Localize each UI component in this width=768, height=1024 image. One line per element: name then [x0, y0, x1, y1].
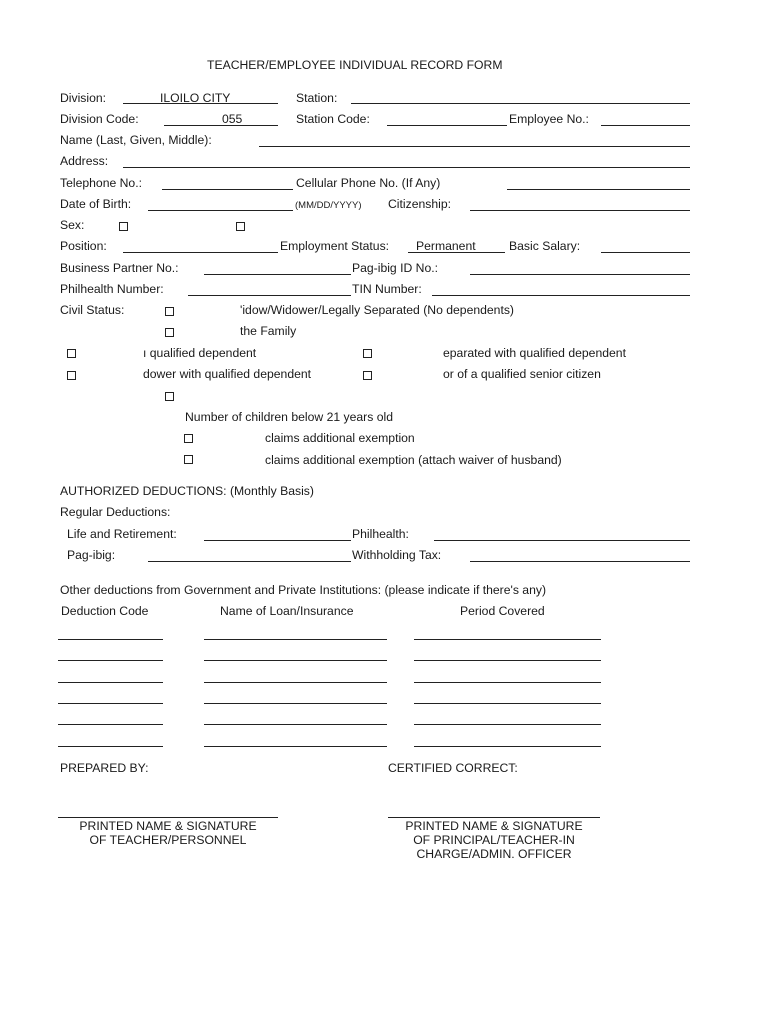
certified-correct-label: CERTIFIED CORRECT: [388, 761, 518, 775]
division-value: ILOILO CITY [160, 91, 231, 105]
principal-signature-line[interactable] [388, 817, 600, 818]
position-field[interactable] [123, 252, 278, 253]
citizenship-label: Citizenship: [388, 197, 451, 211]
telephone-label: Telephone No.: [60, 176, 142, 190]
deduction-code-field[interactable] [58, 682, 163, 683]
civil-status-checkbox-2[interactable] [165, 328, 174, 337]
name-field[interactable] [259, 146, 690, 147]
principal-signature-caption-1: PRINTED NAME & SIGNATURE [405, 819, 583, 833]
division-code-label: Division Code: [60, 112, 139, 126]
philhealth-deduction-label: Philhealth: [352, 527, 409, 541]
civil-status-option-1: 'idow/Widower/Legally Separated (No dependents) [240, 303, 514, 317]
basic-salary-field[interactable] [601, 252, 690, 253]
column-period-covered: Period Covered [460, 604, 545, 618]
civil-status-checkbox-7[interactable] [165, 392, 174, 401]
pagibig-id-field[interactable] [470, 274, 690, 275]
children-count-label: Number of children below 21 years old [185, 410, 393, 424]
pagibig-deduction-field[interactable] [148, 561, 351, 562]
prepared-by-label: PREPARED BY: [60, 761, 149, 775]
deduction-code-field[interactable] [58, 746, 163, 747]
teacher-signature-caption-1: PRINTED NAME & SIGNATURE [79, 819, 257, 833]
telephone-field[interactable] [162, 189, 293, 190]
civil-status-checkbox-6[interactable] [363, 371, 372, 380]
principal-signature-caption-2: OF PRINCIPAL/TEACHER-IN [413, 833, 575, 847]
employee-no-field[interactable] [601, 125, 690, 126]
civil-status-checkbox-1[interactable] [165, 307, 174, 316]
period-covered-field[interactable] [414, 660, 601, 661]
period-covered-field[interactable] [414, 639, 601, 640]
tin-label: TIN Number: [352, 282, 422, 296]
life-retirement-field[interactable] [204, 540, 351, 541]
teacher-signature-line[interactable] [58, 817, 278, 818]
sex-male-checkbox[interactable] [119, 222, 128, 231]
loan-name-field[interactable] [204, 682, 387, 683]
claim-exemption-checkbox-1[interactable] [184, 434, 193, 443]
station-field[interactable] [351, 103, 690, 104]
address-field[interactable] [123, 167, 690, 168]
civil-status-checkbox-4[interactable] [363, 349, 372, 358]
deduction-code-field[interactable] [58, 724, 163, 725]
life-retirement-label: Life and Retirement: [67, 527, 177, 541]
basic-salary-label: Basic Salary: [509, 239, 581, 253]
philhealth-deduction-field[interactable] [434, 540, 690, 541]
civil-status-option-6: or of a qualified senior citizen [443, 367, 601, 381]
address-label: Address: [60, 154, 109, 168]
dob-field[interactable] [148, 210, 293, 211]
form-title: TEACHER/EMPLOYEE INDIVIDUAL RECORD FORM [207, 58, 503, 72]
period-covered-field[interactable] [414, 703, 601, 704]
civil-status-checkbox-5[interactable] [67, 371, 76, 380]
deduction-code-field[interactable] [58, 703, 163, 704]
citizenship-field[interactable] [470, 210, 690, 211]
civil-status-option-3: ı qualified dependent [143, 346, 257, 360]
civil-status-option-5: dower with qualified dependent [143, 367, 312, 381]
civil-status-option-4: eparated with qualified dependent [443, 346, 626, 360]
sex-female-checkbox[interactable] [236, 222, 245, 231]
withholding-tax-label: Withholding Tax: [352, 548, 442, 562]
loan-name-field[interactable] [204, 660, 387, 661]
employment-status-label: Employment Status: [280, 239, 390, 253]
withholding-tax-field[interactable] [470, 561, 690, 562]
period-covered-field[interactable] [414, 746, 601, 747]
employment-status-value: Permanent [416, 239, 476, 253]
teacher-signature-caption-2: OF TEACHER/PERSONNEL [89, 833, 247, 847]
deduction-code-field[interactable] [58, 639, 163, 640]
claim-exemption-label-2: claims additional exemption (attach waiver of husband) [265, 453, 562, 467]
philhealth-number-label: Philhealth Number: [60, 282, 164, 296]
column-deduction-code: Deduction Code [61, 604, 149, 618]
deductions-heading: AUTHORIZED DEDUCTIONS: (Monthly Basis) [60, 484, 314, 498]
pagibig-id-label: Pag-ibig ID No.: [352, 261, 439, 275]
name-label: Name (Last, Given, Middle): [60, 133, 212, 147]
sex-label: Sex: [60, 218, 85, 232]
division-code-value: 055 [222, 112, 243, 126]
deduction-code-field[interactable] [58, 660, 163, 661]
civil-status-label: Civil Status: [60, 303, 125, 317]
dob-format-hint: (MM/DD/YYYY) [295, 200, 362, 211]
civil-status-option-2: the Family [240, 324, 297, 338]
cellular-label: Cellular Phone No. (If Any) [296, 176, 441, 190]
cellular-field[interactable] [507, 189, 690, 190]
business-partner-label: Business Partner No.: [60, 261, 179, 275]
station-code-field[interactable] [387, 125, 507, 126]
tin-field[interactable] [432, 295, 690, 296]
claim-exemption-label-1: claims additional exemption [265, 431, 415, 445]
loan-name-field[interactable] [204, 639, 387, 640]
station-code-label: Station Code: [296, 112, 370, 126]
principal-signature-caption-3: CHARGE/ADMIN. OFFICER [416, 847, 572, 861]
employee-no-label: Employee No.: [509, 112, 589, 126]
loan-name-field[interactable] [204, 724, 387, 725]
regular-deductions-label: Regular Deductions: [60, 505, 171, 519]
period-covered-field[interactable] [414, 682, 601, 683]
pagibig-deduction-label: Pag-ibig: [67, 548, 116, 562]
claim-exemption-checkbox-2[interactable] [184, 455, 193, 464]
division-code-field[interactable] [164, 125, 278, 126]
philhealth-number-field[interactable] [188, 295, 351, 296]
loan-name-field[interactable] [204, 746, 387, 747]
dob-label: Date of Birth: [60, 197, 132, 211]
period-covered-field[interactable] [414, 724, 601, 725]
loan-name-field[interactable] [204, 703, 387, 704]
business-partner-field[interactable] [204, 274, 351, 275]
station-label: Station: [296, 91, 338, 105]
position-label: Position: [60, 239, 107, 253]
other-deductions-label: Other deductions from Government and Private Institutions: (please indicate if there's any) [60, 583, 547, 597]
division-label: Division: [60, 91, 107, 105]
civil-status-checkbox-3[interactable] [67, 349, 76, 358]
column-loan-name: Name of Loan/Insurance [220, 604, 354, 618]
